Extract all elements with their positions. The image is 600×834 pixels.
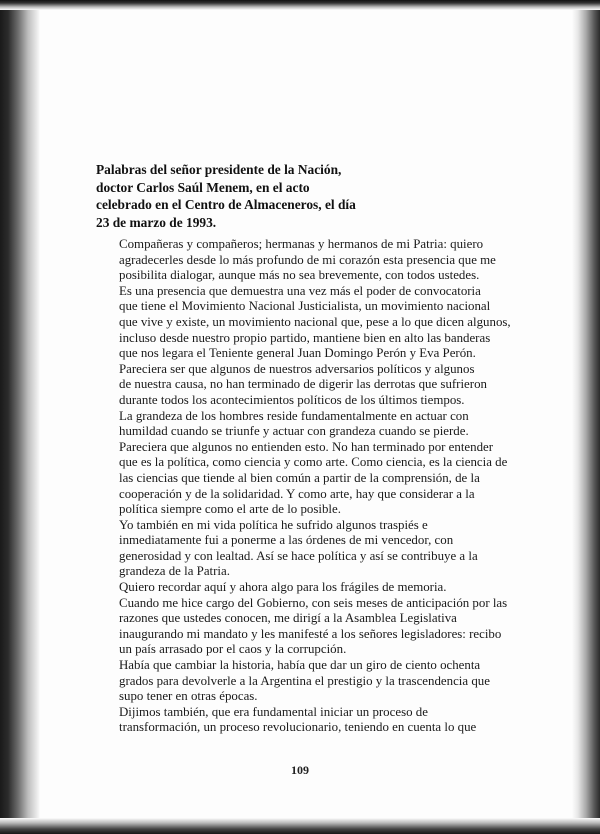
page-number: 109 <box>291 763 309 777</box>
paragraph <box>90 580 520 658</box>
text-line: Dijimos también, que era fundamental iniciar un proceso de <box>119 704 428 719</box>
paragraph <box>90 409 520 518</box>
text-line: supo tener en otras épocas. <box>119 689 258 704</box>
scan-edge-left <box>0 0 40 834</box>
paragraph <box>90 705 520 736</box>
paragraph <box>90 284 520 362</box>
text-line: que nos legara el Teniente general Juan Domingo Perón y Eva Perón. <box>119 346 476 361</box>
text-line: Quiero recordar aquí y ahora algo para los frágiles de memoria. <box>119 580 447 595</box>
text-line: Había que cambiar la historia, había que dar un giro de ciento ochenta <box>119 658 481 673</box>
heading-line: 23 de marzo de 1993. <box>96 214 217 230</box>
text-line: las ciencias que tiende al bien común a partir de la comprensión, de la <box>119 470 480 485</box>
heading-line: Palabras del señor presidente de la Nación, <box>96 162 342 177</box>
speech-body <box>90 237 520 736</box>
text-line: transformación, un proceso revolucionario, teniendo en cuenta lo que <box>119 720 477 735</box>
paragraph <box>90 237 520 284</box>
text-line: generosidad y con lealtad. Así se hace política y así se contribuye a la <box>119 548 478 563</box>
text-line: humildad cuando se triunfe y actuar con grandeza cuando se pierde. <box>119 424 469 439</box>
text-line: inaugurando mi mandato y les manifesté a los señores legisladores: recibo <box>119 626 502 641</box>
text-line: de nuestra causa, no han terminado de digerir las derrotas que sufrieron <box>119 377 487 392</box>
text-line: que vive y existe, un movimiento nacional que, pese a lo que dicen algunos, <box>119 314 511 329</box>
text-line: Cuando me hice cargo del Gobierno, con seis meses de anticipación por las <box>119 595 508 610</box>
text-line: un país arrasado por el caos y la corrupción. <box>119 642 347 657</box>
speech-heading <box>96 161 416 231</box>
paragraph <box>90 362 520 409</box>
text-line: Yo también en mi vida política he sufrido algunos traspiés e <box>119 517 428 532</box>
text-line: incluso desde nuestro propio partido, mantiene bien en alto las banderas <box>119 330 491 345</box>
text-line: política siempre como el arte de lo posible. <box>119 502 341 517</box>
text-line: durante todos los acontecimientos políticos de los últimos tiempos. <box>119 392 465 407</box>
text-line: que es la política, como ciencia y como arte. Como ciencia, es la ciencia de <box>119 455 508 470</box>
text-line: Pareciera que algunos no entienden esto. No han terminado por entender <box>119 439 494 454</box>
text-line: grados para devolverle a la Argentina el prestigio y la trascendencia que <box>119 673 490 688</box>
text-line: razones que ustedes conocen, me dirigí a la Asamblea Legislativa <box>119 611 457 626</box>
heading-line: celebrado en el Centro de Almaceneros, el día <box>96 197 356 213</box>
text-line: cooperación y de la solidaridad. Y como arte, hay que considerar a la <box>119 486 475 501</box>
scan-edge-right <box>572 0 600 834</box>
text-line: posibilita dialogar, aunque más no sea brevemente, con todos ustedes. <box>119 268 480 283</box>
paragraph <box>90 518 520 580</box>
scan-edge-bottom <box>0 818 600 834</box>
text-line: La grandeza de los hombres reside fundamentalmente en actuar con <box>119 408 469 423</box>
text-line: Pareciera ser que algunos de nuestros adversarios políticos y algunos <box>119 361 475 376</box>
text-line: inmediatamente fui a ponerme a las órdenes de mi vencedor, con <box>119 533 454 548</box>
text-line: que tiene el Movimiento Nacional Justicialista, un movimiento nacional <box>119 299 491 314</box>
text-line: Compañeras y compañeros; hermanas y hermanos de mi Patria: quiero <box>119 237 484 251</box>
text-line: grandeza de la Patria. <box>119 564 230 579</box>
heading-line: doctor Carlos Saúl Menem, en el acto <box>96 179 310 195</box>
scan-edge-top <box>0 0 600 10</box>
paragraph <box>90 658 520 705</box>
text-line: agradecerles desde lo más profundo de mi corazón esta presencia que me <box>119 252 496 267</box>
text-line: Es una presencia que demuestra una vez más el poder de convocatoria <box>119 283 481 298</box>
